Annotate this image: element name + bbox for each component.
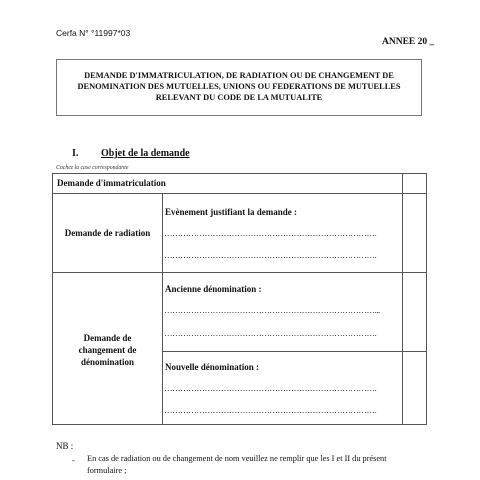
row-immatriculation-label: Demande d'immatriculation: [57, 178, 166, 188]
radiation-event-line-1[interactable]: …………………………………………………………………….: [164, 228, 377, 238]
label-column-divider: [162, 193, 163, 424]
nb-bullet: -: [72, 455, 75, 465]
checkbox-changement[interactable]: [404, 274, 424, 422]
table-divider: [53, 193, 426, 194]
table-divider: [53, 272, 426, 273]
ancienne-denomination-line-1[interactable]: ……………………………………………………………………...: [164, 305, 380, 315]
row-radiation-label: Demande de radiation: [64, 228, 151, 238]
checkbox-radiation[interactable]: [404, 195, 424, 270]
cerfa-number: Cerfa N° °11997*03: [56, 28, 131, 38]
nouvelle-denomination-line-2[interactable]: …………………………………………………………………….: [164, 405, 377, 415]
form-title: DEMANDE D'IMMATRICULATION, DE RADIATION OU DE CHANGEMENT DE DENOMINATION DES MUTUELLES, UNIONS OU FEDERATIONS DE MUTUELLES RELEVANT DU CODE DE LA MUTUALITE: [77, 71, 401, 102]
section-number: I.: [72, 148, 79, 159]
nb-label: NB :: [56, 441, 74, 451]
ancienne-denomination-label: Ancienne dénomination :: [165, 284, 262, 294]
nouvelle-denomination-label: Nouvelle dénomination :: [165, 362, 260, 372]
form-title-box: [56, 59, 422, 116]
radiation-event-label: Evènement justifiant la demande :: [165, 207, 297, 217]
checkbox-immatriculation[interactable]: [404, 175, 424, 191]
ancienne-denomination-line-2[interactable]: …………………………………………………………………….: [164, 328, 377, 338]
nb-text: En cas de radiation ou de changement de nom veuillez ne remplir que les I et II du présent formulaire ;: [87, 454, 387, 475]
section-hint: Cochez la case correspondante: [56, 165, 129, 171]
annee-label: ANNEE 20 _: [382, 37, 435, 47]
nouvelle-denomination-line-1[interactable]: …………………………………………………………………….: [164, 383, 377, 393]
section-title: Objet de la demande: [101, 148, 190, 159]
row-changement-label: Demande de changement de dénomination: [78, 333, 137, 367]
radiation-event-line-2[interactable]: …………………………………………………………………….: [164, 250, 377, 260]
table-divider: [162, 351, 426, 352]
request-table: [52, 173, 427, 425]
